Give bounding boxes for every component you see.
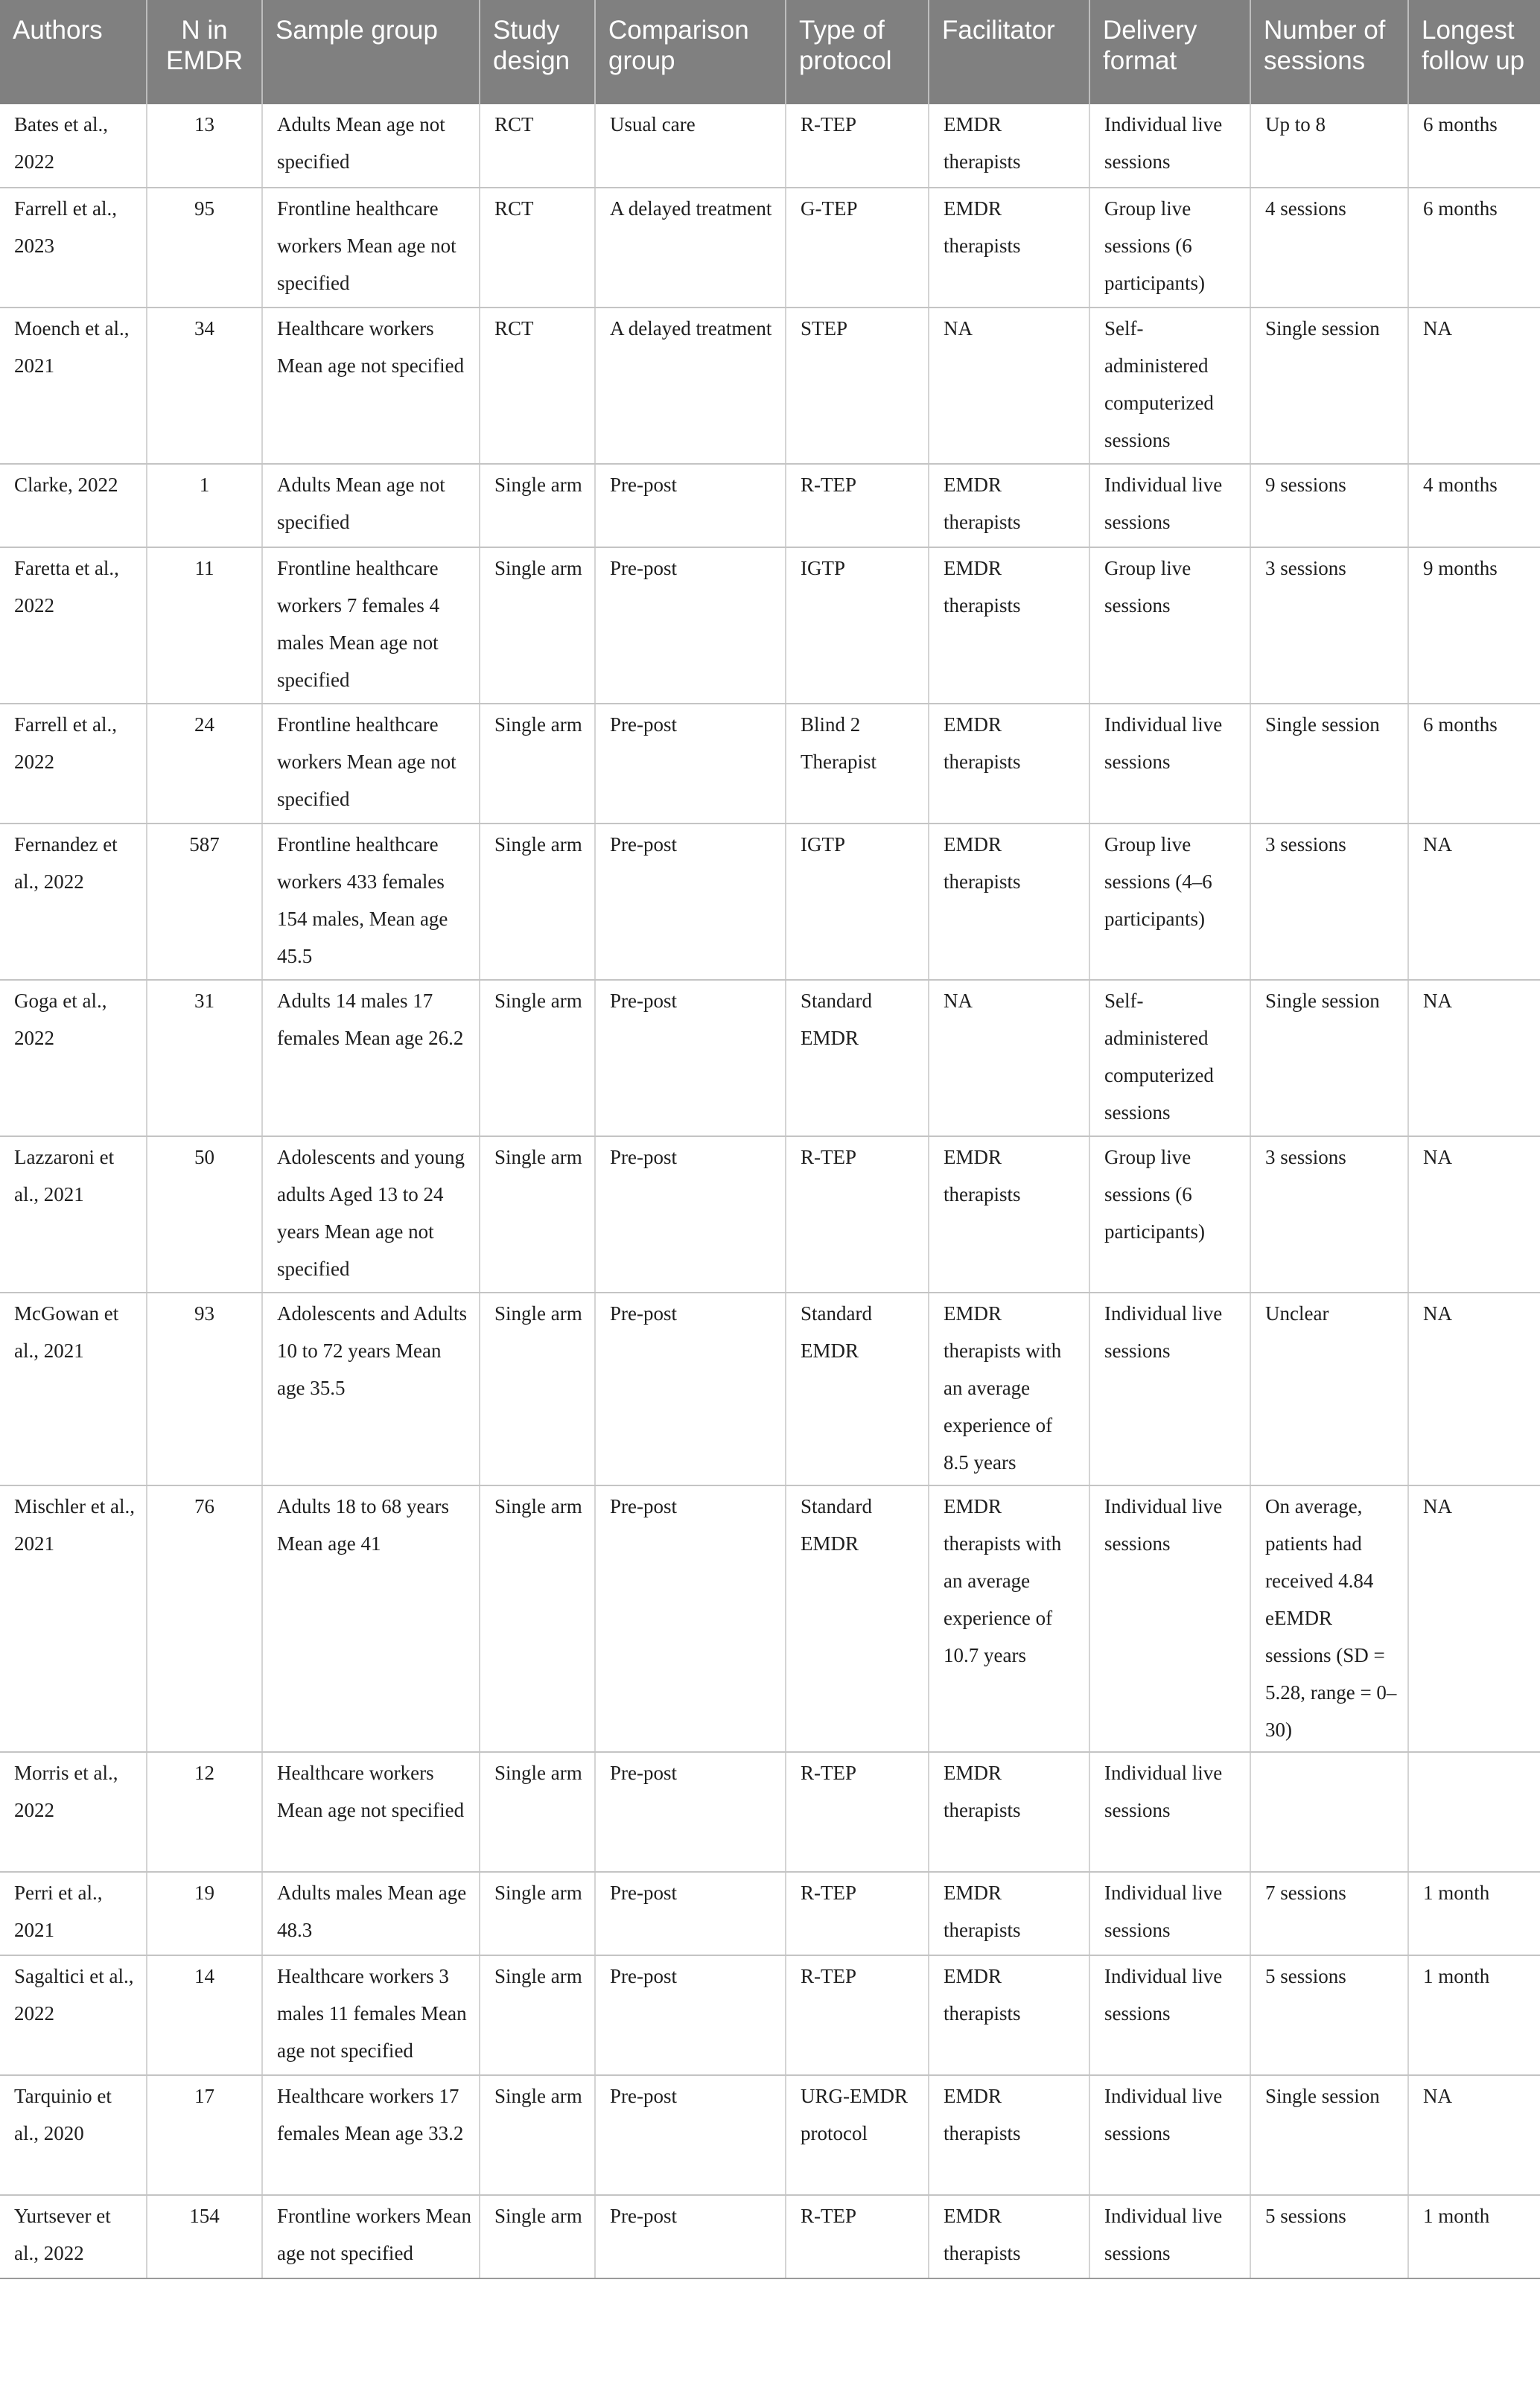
cell-longest-follow-up: 1 month: [1408, 1872, 1540, 1955]
cell-sample-group: Healthcare workers Mean age not specified: [262, 1752, 480, 1872]
cell-study-design: Single arm: [480, 1136, 595, 1293]
cell-delivery-format: Individual live sessions: [1089, 1752, 1250, 1872]
cell-longest-follow-up: NA: [1408, 1485, 1540, 1752]
cell-delivery-format: Group live sessions (6 participants): [1089, 1136, 1250, 1293]
cell-number-of-sessions: 3 sessions: [1250, 547, 1408, 704]
cell-number-of-sessions: Single session: [1250, 704, 1408, 824]
table-row: [0, 824, 1540, 980]
cell-comparison-group: Pre-post: [595, 1136, 786, 1293]
cell-delivery-format: Individual live sessions: [1089, 464, 1250, 547]
cell-sample-group: Healthcare workers 3 males 11 females Mean age not specified: [262, 1955, 480, 2075]
cell-type-of-protocol: G-TEP: [786, 188, 929, 308]
column-header-study-design: Study design: [480, 0, 595, 104]
column-header-n-in-emdr: N in EMDR: [147, 0, 262, 104]
table-row: [0, 547, 1540, 704]
cell-n-in-emdr: 76: [147, 1485, 262, 1752]
cell-authors: Farrell et al., 2022: [0, 704, 147, 824]
cell-number-of-sessions: Up to 8: [1250, 104, 1408, 188]
cell-facilitator: EMDR therapists with an average experience of 8.5 years: [929, 1293, 1089, 1485]
cell-longest-follow-up: [1408, 1752, 1540, 1872]
cell-study-design: Single arm: [480, 824, 595, 980]
cell-number-of-sessions: 7 sessions: [1250, 1872, 1408, 1955]
cell-n-in-emdr: 1: [147, 464, 262, 547]
table-row: [0, 704, 1540, 824]
cell-study-design: Single arm: [480, 2195, 595, 2278]
cell-longest-follow-up: 4 months: [1408, 464, 1540, 547]
cell-n-in-emdr: 154: [147, 2195, 262, 2278]
cell-n-in-emdr: 12: [147, 1752, 262, 1872]
table-row: [0, 1136, 1540, 1293]
cell-number-of-sessions: 9 sessions: [1250, 464, 1408, 547]
cell-n-in-emdr: 24: [147, 704, 262, 824]
column-header-comparison-group: Comparison group: [595, 0, 786, 104]
cell-sample-group: Adults 14 males 17 females Mean age 26.2: [262, 980, 480, 1136]
cell-sample-group: Adults Mean age not specified: [262, 464, 480, 547]
cell-delivery-format: Individual live sessions: [1089, 2075, 1250, 2195]
cell-comparison-group: Pre-post: [595, 1872, 786, 1955]
cell-facilitator: NA: [929, 308, 1089, 464]
cell-n-in-emdr: 17: [147, 2075, 262, 2195]
cell-authors: Fernandez et al., 2022: [0, 824, 147, 980]
cell-n-in-emdr: 13: [147, 104, 262, 188]
cell-study-design: Single arm: [480, 1955, 595, 2075]
cell-study-design: Single arm: [480, 2075, 595, 2195]
cell-sample-group: Healthcare workers 17 females Mean age 33.2: [262, 2075, 480, 2195]
cell-facilitator: EMDR therapists: [929, 824, 1089, 980]
cell-comparison-group: A delayed treatment: [595, 188, 786, 308]
table-row: [0, 980, 1540, 1136]
cell-authors: McGowan et al., 2021: [0, 1293, 147, 1485]
table-row: [0, 104, 1540, 188]
cell-type-of-protocol: R-TEP: [786, 1955, 929, 2075]
cell-longest-follow-up: NA: [1408, 308, 1540, 464]
cell-type-of-protocol: R-TEP: [786, 1872, 929, 1955]
cell-delivery-format: Individual live sessions: [1089, 104, 1250, 188]
column-header-facilitator: Facilitator: [929, 0, 1089, 104]
cell-authors: Lazzaroni et al., 2021: [0, 1136, 147, 1293]
cell-comparison-group: Pre-post: [595, 1752, 786, 1872]
cell-study-design: Single arm: [480, 1293, 595, 1485]
cell-authors: Clarke, 2022: [0, 464, 147, 547]
cell-delivery-format: Individual live sessions: [1089, 704, 1250, 824]
cell-facilitator: EMDR therapists: [929, 1752, 1089, 1872]
cell-delivery-format: Self-administered computerized sessions: [1089, 980, 1250, 1136]
cell-n-in-emdr: 31: [147, 980, 262, 1136]
cell-type-of-protocol: Standard EMDR: [786, 1485, 929, 1752]
cell-authors: Sagaltici et al., 2022: [0, 1955, 147, 2075]
cell-longest-follow-up: 1 month: [1408, 1955, 1540, 2075]
cell-delivery-format: Group live sessions (6 participants): [1089, 188, 1250, 308]
cell-facilitator: EMDR therapists: [929, 1136, 1089, 1293]
table-row: [0, 1955, 1540, 2075]
cell-number-of-sessions: 3 sessions: [1250, 824, 1408, 980]
cell-type-of-protocol: R-TEP: [786, 1752, 929, 1872]
cell-longest-follow-up: 6 months: [1408, 104, 1540, 188]
cell-comparison-group: Pre-post: [595, 547, 786, 704]
cell-study-design: Single arm: [480, 1752, 595, 1872]
cell-study-design: Single arm: [480, 464, 595, 547]
cell-authors: Moench et al., 2021: [0, 308, 147, 464]
cell-n-in-emdr: 93: [147, 1293, 262, 1485]
cell-sample-group: Adults males Mean age 48.3: [262, 1872, 480, 1955]
cell-study-design: Single arm: [480, 1872, 595, 1955]
cell-type-of-protocol: IGTP: [786, 547, 929, 704]
cell-study-design: RCT: [480, 104, 595, 188]
cell-n-in-emdr: 50: [147, 1136, 262, 1293]
cell-facilitator: NA: [929, 980, 1089, 1136]
cell-n-in-emdr: 34: [147, 308, 262, 464]
cell-facilitator: EMDR therapists: [929, 188, 1089, 308]
cell-facilitator: EMDR therapists: [929, 2075, 1089, 2195]
cell-sample-group: Frontline workers Mean age not specified: [262, 2195, 480, 2278]
cell-study-design: Single arm: [480, 980, 595, 1136]
table-row: [0, 2195, 1540, 2278]
cell-type-of-protocol: Blind 2 Therapist: [786, 704, 929, 824]
column-header-type-of-protocol: Type of protocol: [786, 0, 929, 104]
cell-delivery-format: Individual live sessions: [1089, 1955, 1250, 2075]
cell-type-of-protocol: R-TEP: [786, 2195, 929, 2278]
cell-sample-group: Frontline healthcare workers Mean age not specified: [262, 188, 480, 308]
cell-facilitator: EMDR therapists: [929, 547, 1089, 704]
cell-n-in-emdr: 14: [147, 1955, 262, 2075]
cell-longest-follow-up: NA: [1408, 1293, 1540, 1485]
cell-comparison-group: Pre-post: [595, 1485, 786, 1752]
cell-number-of-sessions: [1250, 1752, 1408, 1872]
cell-study-design: RCT: [480, 188, 595, 308]
cell-delivery-format: Individual live sessions: [1089, 1872, 1250, 1955]
cell-comparison-group: Pre-post: [595, 464, 786, 547]
cell-sample-group: Frontline healthcare workers 433 females 154 males, Mean age 45.5: [262, 824, 480, 980]
cell-comparison-group: Pre-post: [595, 2195, 786, 2278]
table-row: [0, 308, 1540, 464]
cell-authors: Goga et al., 2022: [0, 980, 147, 1136]
cell-authors: Mischler et al., 2021: [0, 1485, 147, 1752]
cell-comparison-group: Pre-post: [595, 980, 786, 1136]
cell-facilitator: EMDR therapists: [929, 1955, 1089, 2075]
cell-study-design: Single arm: [480, 704, 595, 824]
cell-type-of-protocol: IGTP: [786, 824, 929, 980]
cell-facilitator: EMDR therapists: [929, 104, 1089, 188]
cell-type-of-protocol: R-TEP: [786, 1136, 929, 1293]
cell-comparison-group: Pre-post: [595, 1955, 786, 2075]
cell-comparison-group: Pre-post: [595, 704, 786, 824]
column-header-delivery-format: Delivery format: [1089, 0, 1250, 104]
cell-sample-group: Adolescents and young adults Aged 13 to 24 years Mean age not specified: [262, 1136, 480, 1293]
column-header-sample-group: Sample group: [262, 0, 480, 104]
cell-longest-follow-up: 6 months: [1408, 704, 1540, 824]
cell-delivery-format: Group live sessions (4–6 participants): [1089, 824, 1250, 980]
cell-sample-group: Frontline healthcare workers 7 females 4 males Mean age not specified: [262, 547, 480, 704]
table-row: [0, 1872, 1540, 1955]
cell-delivery-format: Group live sessions: [1089, 547, 1250, 704]
table-row: [0, 1752, 1540, 1872]
cell-number-of-sessions: Single session: [1250, 308, 1408, 464]
cell-study-design: Single arm: [480, 547, 595, 704]
cell-n-in-emdr: 587: [147, 824, 262, 980]
cell-authors: Yurtsever et al., 2022: [0, 2195, 147, 2278]
cell-delivery-format: Individual live sessions: [1089, 1485, 1250, 1752]
cell-authors: Farrell et al., 2023: [0, 188, 147, 308]
cell-authors: Perri et al., 2021: [0, 1872, 147, 1955]
cell-comparison-group: Pre-post: [595, 824, 786, 980]
cell-sample-group: Adults 18 to 68 years Mean age 41: [262, 1485, 480, 1752]
cell-authors: Morris et al., 2022: [0, 1752, 147, 1872]
cell-longest-follow-up: 1 month: [1408, 2195, 1540, 2278]
cell-number-of-sessions: Single session: [1250, 980, 1408, 1136]
cell-number-of-sessions: 4 sessions: [1250, 188, 1408, 308]
cell-authors: Faretta et al., 2022: [0, 547, 147, 704]
column-header-authors: Authors: [0, 0, 147, 104]
cell-longest-follow-up: NA: [1408, 2075, 1540, 2195]
table-row: [0, 2075, 1540, 2195]
cell-facilitator: EMDR therapists: [929, 1872, 1089, 1955]
cell-longest-follow-up: NA: [1408, 1136, 1540, 1293]
cell-sample-group: Healthcare workers Mean age not specified: [262, 308, 480, 464]
header-row: [0, 0, 1540, 104]
cell-facilitator: EMDR therapists: [929, 2195, 1089, 2278]
cell-study-design: Single arm: [480, 1485, 595, 1752]
cell-longest-follow-up: 9 months: [1408, 547, 1540, 704]
cell-type-of-protocol: URG-EMDR protocol: [786, 2075, 929, 2195]
cell-number-of-sessions: Unclear: [1250, 1293, 1408, 1485]
cell-type-of-protocol: STEP: [786, 308, 929, 464]
cell-facilitator: EMDR therapists: [929, 704, 1089, 824]
cell-facilitator: EMDR therapists: [929, 464, 1089, 547]
cell-comparison-group: Pre-post: [595, 1293, 786, 1485]
cell-n-in-emdr: 19: [147, 1872, 262, 1955]
cell-sample-group: Frontline healthcare workers Mean age not specified: [262, 704, 480, 824]
cell-type-of-protocol: R-TEP: [786, 104, 929, 188]
cell-delivery-format: Individual live sessions: [1089, 1293, 1250, 1485]
cell-number-of-sessions: 5 sessions: [1250, 2195, 1408, 2278]
column-header-number-of-sessions: Number of sessions: [1250, 0, 1408, 104]
cell-comparison-group: Pre-post: [595, 2075, 786, 2195]
cell-delivery-format: Self-administered computerized sessions: [1089, 308, 1250, 464]
cell-facilitator: EMDR therapists with an average experience of 10.7 years: [929, 1485, 1089, 1752]
cell-type-of-protocol: Standard EMDR: [786, 980, 929, 1136]
cell-type-of-protocol: Standard EMDR: [786, 1293, 929, 1485]
cell-sample-group: Adolescents and Adults 10 to 72 years Mean age 35.5: [262, 1293, 480, 1485]
cell-study-design: RCT: [480, 308, 595, 464]
table-row: [0, 1485, 1540, 1752]
cell-number-of-sessions: On average, patients had received 4.84 eEMDR sessions (SD = 5.28, range = 0–30): [1250, 1485, 1408, 1752]
column-header-longest-follow-up: Longest follow up: [1408, 0, 1540, 104]
cell-sample-group: Adults Mean age not specified: [262, 104, 480, 188]
table-row: [0, 188, 1540, 308]
cell-comparison-group: A delayed treatment: [595, 308, 786, 464]
table-row: [0, 464, 1540, 547]
table-row: [0, 1293, 1540, 1485]
cell-n-in-emdr: 11: [147, 547, 262, 704]
cell-longest-follow-up: NA: [1408, 824, 1540, 980]
cell-delivery-format: Individual live sessions: [1089, 2195, 1250, 2278]
cell-n-in-emdr: 95: [147, 188, 262, 308]
cell-type-of-protocol: R-TEP: [786, 464, 929, 547]
cell-longest-follow-up: NA: [1408, 980, 1540, 1136]
cell-longest-follow-up: 6 months: [1408, 188, 1540, 308]
cell-number-of-sessions: Single session: [1250, 2075, 1408, 2195]
cell-comparison-group: Usual care: [595, 104, 786, 188]
cell-number-of-sessions: 5 sessions: [1250, 1955, 1408, 2075]
cell-authors: Tarquinio et al., 2020: [0, 2075, 147, 2195]
cell-authors: Bates et al., 2022: [0, 104, 147, 188]
cell-number-of-sessions: 3 sessions: [1250, 1136, 1408, 1293]
